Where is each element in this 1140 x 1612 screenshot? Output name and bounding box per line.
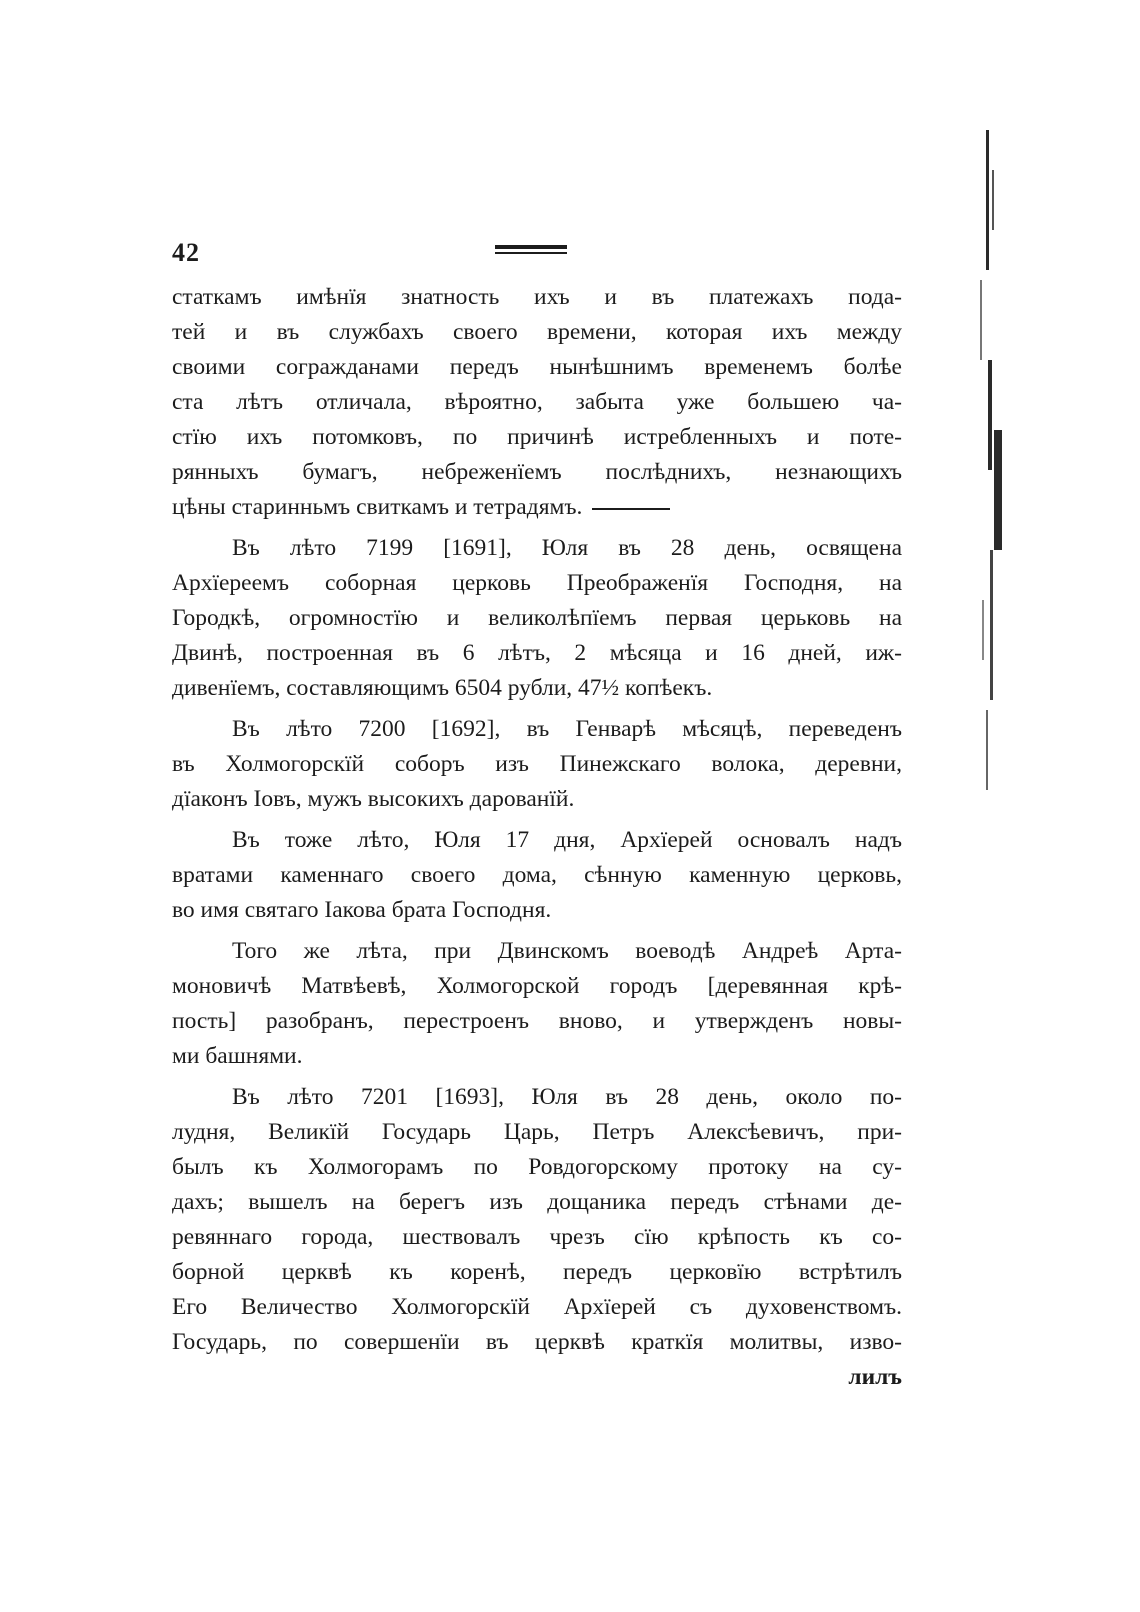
text-line-with-leader (172, 490, 902, 525)
text-line: своими согражданами передъ нынѣшнимъ временемъ болѣе (172, 354, 902, 380)
text-line: Его Величество Холмогорскїй Архїерей съ духовенствомъ. (172, 1294, 902, 1320)
text-line: дивенїемъ, составляющимъ 6504 рубли, 47½ копѣекъ. (172, 675, 713, 701)
paragraph-start: Въ тоже лѣто, Юля 17 дня, Архїерей основалъ надъ (232, 827, 902, 853)
text-line: моновичѣ Матвѣевѣ, Холмогорской городъ [деревянная крѣ- (172, 973, 902, 999)
text-line: Архїереемъ соборная церковь Преображенїя Господня, на (172, 570, 902, 596)
text-line: Городкѣ, огромностїю и великолѣпїемъ первая церьковь на (172, 605, 902, 631)
paragraph-start: Въ лѣто 7199 [1691], Юля въ 28 день, освящена (232, 535, 902, 561)
text-line: вратами каменнаго своего дома, сѣнную каменную церковь, (172, 862, 902, 888)
body-text (172, 280, 902, 1395)
end-leader-rule (592, 508, 670, 510)
paragraph-start: Въ лѣто 7201 [1693], Юля въ 28 день, около по- (232, 1084, 902, 1110)
text-line: цѣны старинньмъ свиткамъ и тетрадямъ. (172, 494, 583, 520)
text-line: борной церквѣ къ коренѣ, передъ церковїю встрѣтилъ (172, 1259, 902, 1285)
text-line: тей и въ службахъ своего времени, которая ихъ между (172, 319, 902, 345)
text-line: Двинѣ, построенная въ 6 лѣтъ, 2 мѣсяца и 16 дней, иж- (172, 640, 902, 666)
text-line: рянныхъ бумагъ, небреженїемъ послѣднихъ, незнающихъ (172, 459, 902, 485)
catchword: лилъ (848, 1364, 902, 1390)
text-line: дїаконъ Іовъ, мужъ высокихъ дарованїй. (172, 786, 575, 812)
scan-binding-edge (972, 130, 1008, 790)
text-line: пость] разобранъ, перестроенъ вново, и утвержденъ новы- (172, 1008, 902, 1034)
page-number: 42 (172, 238, 200, 267)
text-line: ста лѣтъ отличала, вѣроятно, забыта уже большею ча- (172, 389, 902, 415)
text-line: ревяннаго города, шествовалъ чрезъ сїю крѣпость къ со- (172, 1224, 902, 1250)
paragraph-start: Того же лѣта, при Двинскомъ воеводѣ Андреѣ Арта- (232, 938, 902, 964)
paragraph-start: Въ лѣто 7200 [1692], въ Генварѣ мѣсяцѣ, переведенъ (232, 716, 902, 742)
text-line: во имя святаго Іакова брата Господня. (172, 897, 552, 923)
text-line: стїю ихъ потомковъ, по причинѣ истребленныхъ и поте- (172, 424, 902, 450)
text-line: статкамъ имѣнїя знатность ихъ и въ платежахъ пода- (172, 284, 902, 310)
header-ornament-rule (495, 245, 567, 257)
text-line: лудня, Великїй Государь Царь, Петръ Алексѣевичъ, при- (172, 1119, 902, 1145)
text-line: дахъ; вышелъ на берегъ изъ дощаника передъ стѣнами де- (172, 1189, 902, 1215)
text-line: ми башнями. (172, 1043, 303, 1069)
text-line: былъ къ Холмогорамъ по Ровдогорскому протоку на су- (172, 1154, 902, 1180)
text-line: Государь, по совершенїи въ церквѣ краткїя молитвы, изво- (172, 1329, 902, 1355)
text-line: въ Холмогорскїй соборъ изъ Пинежскаго волока, деревни, (172, 751, 902, 777)
